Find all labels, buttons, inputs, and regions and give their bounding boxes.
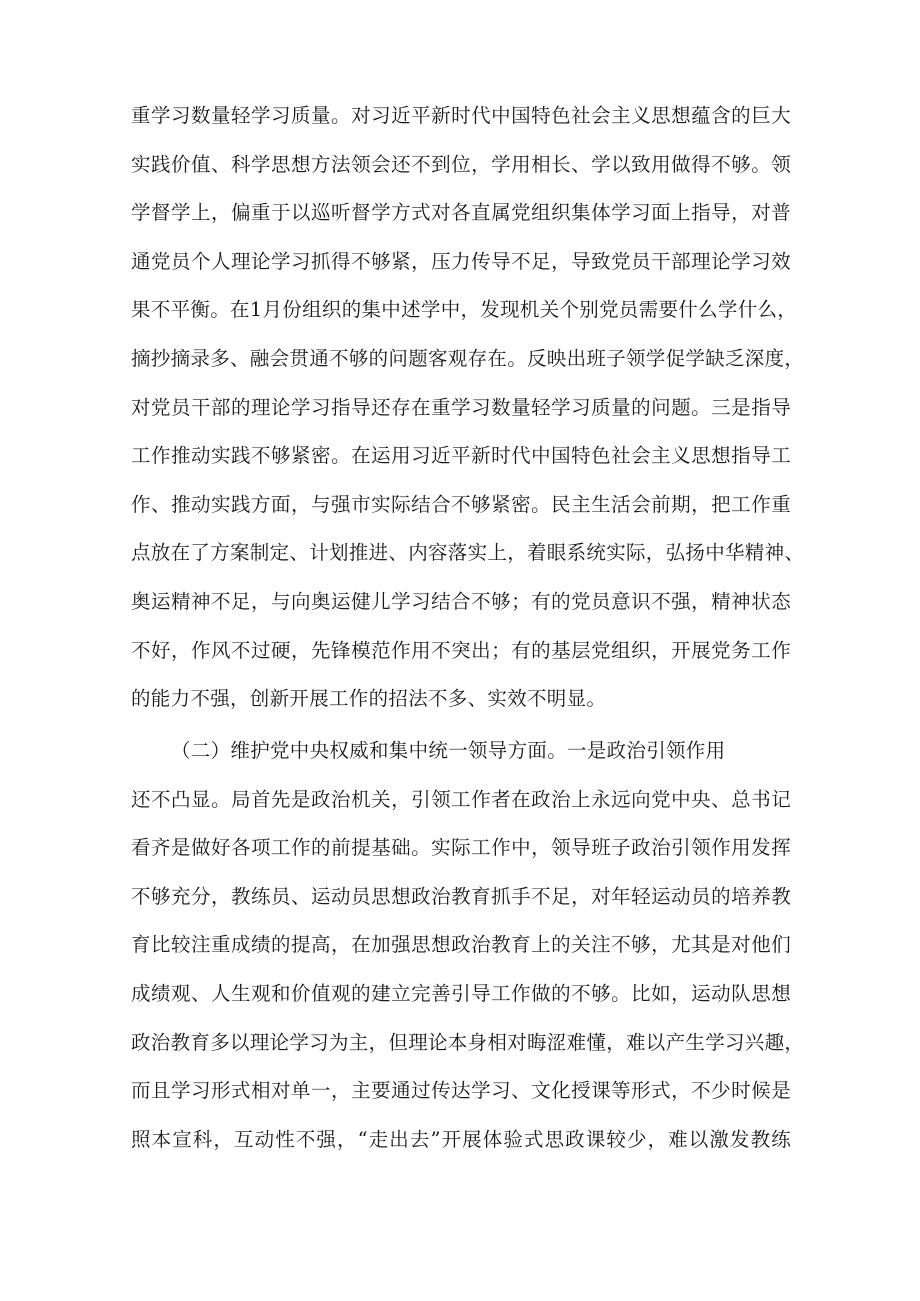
text-line: 摘抄摘录多、融会贯通不够的问题客观存在。反映出班子领学促学缺乏深度， <box>131 346 805 370</box>
text-line: 还不凸显。局首先是政治机关，引领工作者在政治上永远向党中央、总书记 <box>131 787 791 811</box>
text-line: 作、推动实践方面，与强市实际结合不够紧密。民主生活会前期，把工作重 <box>131 492 791 516</box>
text-line: 奥运精神不足，与向奥运健儿学习结合不够；有的党员意识不强，精神状态 <box>131 589 791 613</box>
text-line: 政治教育多以理论学习为主，但理论本身相对晦涩难懂，难以产生学习兴趣， <box>131 1030 805 1054</box>
text-line: 学督学上，偏重于以巡听督学方式对各直属党组织集体学习面上指导，对普 <box>131 201 791 225</box>
body-paragraph-1 <box>131 92 805 724</box>
text-line: 点放在了方案制定、计划推进、内容落实上，着眼系统实际，弘扬中华精神、 <box>131 541 805 565</box>
text-line: 而且学习形式相对单一，主要通过传达学习、文化授课等形式，不少时候是 <box>131 1079 791 1103</box>
text-line: 不好，作风不过硬，先锋模范作用不突出；有的基层党组织，开展党务工作 <box>131 638 791 662</box>
text-line: 育比较注重成绩的提高，在加强思想政治教育上的关注不够，尤其是对他们 <box>131 933 791 957</box>
text-line: 通党员个人理论学习抓得不够紧，压力传导不足，导致党员干部理论学习效 <box>131 249 791 273</box>
text-line: 果不平衡。在1月份组织的集中述学中，发现机关个别党员需要什么学什么， <box>131 298 798 322</box>
text-line: 的能力不强，创新开展工作的招法不多、实效不明显。 <box>131 687 607 711</box>
text-line: 照本宣科，互动性不强，“走出去”开展体验式思政课较少，难以激发教练 <box>131 1127 791 1151</box>
text-line: 对党员干部的理论学习指导还存在重学习数量轻学习质量的问题。三是指导 <box>131 395 791 419</box>
text-line: 重学习数量轻学习质量。对习近平新时代中国特色社会主义思想蕴含的巨大 <box>131 104 791 127</box>
text-line: 看齐是做好各项工作的前提基础。实际工作中，领导班子政治引领作用发挥 <box>131 836 791 860</box>
text-line: 成绩观、人生观和价值观的建立完善引导工作做的不够。比如，运动队思想 <box>131 981 791 1005</box>
text-line: 工作推动实践不够紧密。在运用习近平新时代中国特色社会主义思想指导工 <box>131 444 791 468</box>
section-heading-line: （二）维护党中央权威和集中统一领导方面。一是政治引领作用 <box>171 739 726 762</box>
text-line: 实践价值、科学思想方法领会还不到位，学用相长、学以致用做得不够。领 <box>131 152 791 176</box>
body-paragraph-2 <box>131 727 805 1164</box>
text-line: 不够充分，教练员、运动员思想政治教育抓手不足，对年轻运动员的培养教 <box>131 884 791 908</box>
